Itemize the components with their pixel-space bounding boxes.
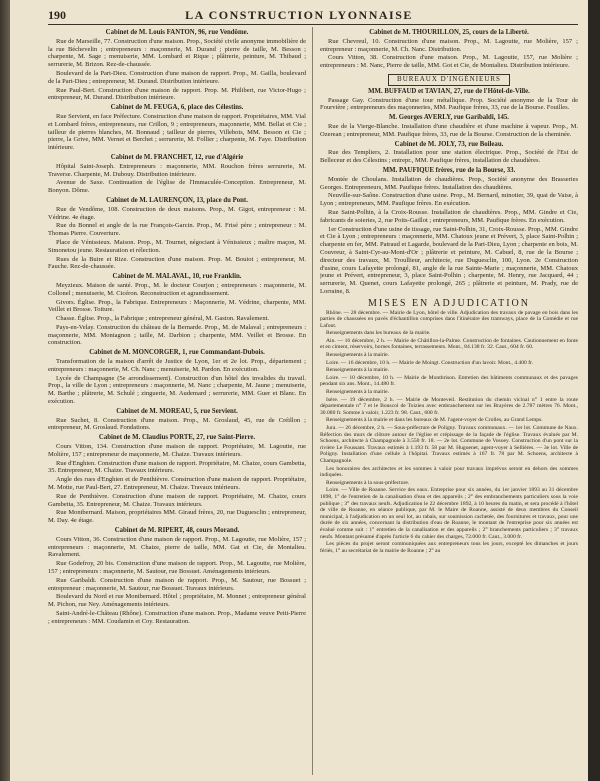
adjudication-entry: Renseignements à la mairie. (326, 389, 390, 396)
mises-section (320, 310, 578, 555)
entry-paragraph: Chasse. Église. Prop., la Fabrique ; entrepreneur général, M. Gaston. Ravalement. (56, 315, 269, 323)
entry-paragraph: Meyzieux. Maison de santé. Prop., M. le docteur Courjon ; entrepreneurs : maçonnerie, M. Collonel ; menuiserie, M. Cicéron. Reconstruction et agrandissement. (48, 281, 306, 297)
entry-paragraph: Hôpital Saint-Joseph. Entrepreneurs : maçonnerie, MM. Rouchon frères serrurerie, M. Traverse. Charpente, M. Dubouy. Distribution intérieure. (48, 162, 306, 178)
entry-paragraph: Rue du Bonnel et angle de la rue François-Garcin. Prop., M. Frisé père ; entrepreneur : M. Thomas Pierre. Couverture. (48, 222, 306, 238)
section-heading: Cabinet de M. FEUGA, 6, place des Célestins. (110, 104, 244, 112)
section-heading: Cabinet de M. LAURENÇON, 13, place du Pont. (106, 196, 248, 204)
entry-paragraph: Rues de la Buire et Rize. Construction d'une maison. Prop. M. Bouiot ; entrepreneur, M. Fauche. Rez-de-chaussée. (48, 255, 306, 271)
section-heading: MM. BUFFAUD et TAVIAN, 27, rue de l'Hôtel-de-Ville. (368, 87, 530, 95)
entry-paragraph: Rue Godefroy, 20 bis. Construction d'une maison de rapport. Prop., M. Lagoutte, rue Molière, 157 ; entrepreneurs : maçonnerie, M. Sautour, rue Bossuet. Aménagements intérieurs. (48, 560, 306, 575)
entry-paragraph: Rue Saint-Polhin, à la Croix-Rousse. Installation de chaudières. Prop., MM. Gindre et Cie, fabricants de soieries, 2, rue Poits-Gaillot ; entrepreneurs, MM. Paufique frères. En exécution. (320, 208, 578, 224)
adjudication-entry: Isère. — 19 décembre, 2 h. — Mairie de Monteveil. Restitution du chemin vicinal n° 1 entre la route départementale n° 7 et le Bouscol de Toizieu avec embranchement sur les Brayères de 2.787 mètres 76. Mont., 30.080 fr. Somme à valoir, 1.223 fr. 98. Caut., 600 fr. (320, 396, 578, 416)
adjudication-entry: Renseignements dans les bureaux de la mairie. (326, 330, 431, 337)
adjudication-entry: Renseignements à la mairie. (326, 352, 390, 359)
right-column (320, 27, 578, 777)
entry-paragraph: Angle des rues d'Enghien et de Penthièvre. Construction d'une maison de rapport. Propriétaire, M. Motte, rue Paul-Bert, 27. Entrepreneur, M. Chaize. Travaux intérieurs. (48, 476, 306, 492)
section-heading: Cabinet de M. MOREAU, 5, rue Servient. (116, 407, 238, 415)
adjudication-entry: Jura. — 26 décembre, 2 h. — Sous-préfecture de Poligny. Travaux communaux. — 1er lot. Commune de Naux. Réfection des murs de clôture autour de l'église et crépissage de la façade de l'église. Travaux évalués par M. Schoens, architecte à Champagnole à 3.550 fr. 18. — 2e lot. Commune de Vosoey. Construction d'un pont sur la rivière Le Foussant. Travaux estimés à 1.193 fr. 58 par M. Huguenet, agent-voyer à Sellières. — 3e lot. Ville de Poligny. Installation d'une cellule à l'hôpital. Travaux estimés à 167 fr. 78 par M. Schoens, architecte à Champagnole. (320, 425, 578, 464)
adjudication-entry: Renseignements à la sous-préfecture. (326, 479, 410, 486)
journal-title: LA CONSTRUCTION LYONNAISE (185, 8, 413, 22)
section-heading: Cabinet de M. Louis FANTON, 96, rue Vendôme. (105, 29, 249, 36)
entry-paragraph: Place de Vénissieux. Maison. Prop., M. Tournet, négociant à Vénissieux ; maître maçon, M. Simonetou jeune. Restauration et rélection. (48, 238, 306, 254)
section-heading: Cabinet de M. MONCORGER, 1, rue Commandant-Dubois. (89, 349, 265, 357)
entry-paragraph: Rue Suchet, 8. Construction d'une maison. Prop., M. Groslaud, 45, rue de Créillon ; entrepreneur, M. Groslaud. Fondations. (48, 416, 306, 432)
entry-paragraph: Rue de la Vierge-Blanche. Installation d'une chaudière et d'une machine à vapeur. Prop., M. Ozerean ; entrepreneur, MM. Paufique frères, 33, rue de la Bourse. Construction de la cheminée. (320, 122, 578, 138)
page-number: 190 (48, 8, 66, 22)
adjudication-entry: Loire. — Ville de Roanne. Service des eaux. Entreprise pour six années, du 1er janvier 1893 au 31 décembre 1898, 1° de l'entretien de la canalisation d'eau et des appareils ; 2° des embranchements particuliers sous la voie publique ; 3° des travaux neufs. Adjudication le 22 décembre 1892, à 10 heures du matin, et sera procédé à l'hôtel de ville de Roanne, en séance publique, par M. le Maire de Roanne, assisté de deux membres du Conseil municipal, à l'adjudication en un seul lot, au rabais, sur soumission cachetée, des fournitures et travaux, pour une durée de six années, concernant la distribution d'eau de Roanne, le montant de l'entreprise pour six années est évalué comme suit : 1° entretien de la canalisation et des appareils ; 2° branchements particuliers ; 3° travaux neufs. Montant présumé d'après l'article 6 du cahier des charges, 72.000 fr. Caut., 3.000 fr. (320, 487, 578, 540)
section-heading: Cabinet de M. FRANCHET, 12, rue d'Algérie (110, 153, 244, 161)
section-heading: Cabinet de M. THOURILLON, 25, cours de la Liberté. (369, 29, 529, 36)
entry-paragraph: Rue de Marseille, 77. Construction d'une maison. Prop., Société civile anonyme immobilière de la rue Béchevelin ; entrepreneurs : maçonnerie, M. Durand ; pierre de taille, M. Besson ; charpente, M. Sage ; menuiserie, MM. Lombard et Rique ; plâtrerie, peinture, M. Thibaud ; serrurerie, M. Brizon. Rez-de-chaussée. (48, 37, 306, 69)
entry-paragraph: Givors. Église. Prop., la Fabrique. Entrepreneurs : Maçonnerie, M. Védrine, charpente, MM. Veillet et Brosse. Toiture. (48, 298, 306, 314)
section-heading: Cabinet de M. MALAVAL, 10, rue Franklin. (112, 273, 242, 281)
entry-paragraph: Rue des Templiers, 2. Installation pour une station électrique. Prop., Société de l'Est de Belleceur et des Célestins ; entrepr., MM. Paufique frères, installation de chaudières. (320, 149, 578, 165)
adjudication-entry: Ain. — 16 décembre, 2 h. — Mairie de Châtillon-la-Palme. Construction de fontaines. Cautionnement en fonte et en ciment, réservoirs, bornes fontaines, terrassements. Mont., 84.138 fr. 32. Caut., 604 fr. 60. (320, 337, 578, 351)
mises-en-adjudication-heading: MISES EN ADJUDICATION (367, 297, 530, 309)
section-heading: Cabinet de M. JOLY, 73, rue Boileau. (394, 140, 504, 148)
entry-paragraph: Avenue de Saxe. Continuation de l'église de l'Immaculée-Conception. Entrepreneur, M. Bonyon. Dôme. (48, 179, 306, 195)
bureaux-ingenieurs-heading: BUREAUX D'INGÉNIEURS (388, 74, 510, 86)
section-heading: MM. PAUFIQUE frères, rue de la Bourse, 33. (382, 166, 516, 174)
adjudication-entry: Les pièces du projet seront communiquées aux entrepreneurs tous les jours, excepté les dimanches et jours fériés, 1° au secrétariat de la mairie de Roanne ; 2° au (320, 541, 578, 554)
adjudication-entry: Renseignements à la mairie et dans les bureaux de M. l'agent-voyer de Crolles, au Grand Lemps. (326, 417, 543, 424)
entry-paragraph: Rue Garibaldi. Construction d'une maison de rapport. Prop., M. Sautour, rue Bossuet ; entrepreneur : maçonnerie, M. Sautour, rue Bossuet. Travaux intérieurs. (48, 576, 306, 592)
adjudication-entry: Rhône. — 28 décembre. — Mairie de Lyon, hôtel de ville. Adjudication des travaux de pavage en bois dans les parties de chaussées en pavés d'échantillon comprises dans l'itinéraire des tramways, place de la Comédie et rue Lafont. (320, 309, 578, 329)
left-column (48, 27, 306, 777)
bureaux-section (320, 88, 578, 296)
entry-paragraph: Transformation de la maison d'arrêt de Justice de Lyon, 1er et 2e lot. Prop., département ; entrepreneurs : maçonnerie, M. Ch. Nanc ; menuiserie, M. Pardon. En exécution. (48, 358, 306, 373)
entry-paragraph: Montée de Choulans. Installation de chaudières. Prop., Société anonyme des Brasseries Georges. Entrepreneurs, MM. Paufique frères. Installation des chaudières. (320, 175, 578, 191)
entry-paragraph: Boulevard du Nord et rue Montbernard. Hôtel ; propriétaire, M. Monnet ; entrepreneur général M. Pichon, rue Ney. Aménagements intérieurs. (48, 593, 306, 609)
section-heading: Cabinet de M. RIPERT, 48, cours Morand. (114, 527, 240, 535)
page-header (10, 0, 588, 24)
entry-paragraph: Rue d'Enghien. Construction d'une maison de rapport. Propriétaire, M. Chaize, cours Gambetta, 35. Entrepreneur, M. Chaize. Travaux intérieurs. (48, 459, 306, 475)
thourillon-section (320, 29, 578, 70)
adjudication-entry: Les honoraires des architectes et les sommes à valoir pour travaux imprévus seront en dehors des sommes indiquées. (320, 465, 578, 479)
adjudication-entry: Loire. — 10 décembre, 10 h. — Mairie de Montbrison. Entretien des bâtiments communaux et des pavages pendant six ans. Mont., 14.480 fr. (320, 374, 578, 388)
header-rule (48, 24, 578, 25)
entry-paragraph: Rue de Vendôme, 108. Construction de deux maisons. Prop., M. Gigot, entrepreneur : M. Védrine. 4e étage. (48, 205, 306, 221)
section-heading: Cabinet de M. Claudius PORTE, 27, rue Saint-Pierre. (98, 434, 256, 442)
entry-paragraph: Cours Vitton, 134. Construction d'une maison de rapport. Propriétaire, M. Lagoutte, rue Molière, 157 ; entrepreneur de maçonnerie, M. Chaize. Travaux intérieurs. (48, 443, 306, 458)
entry-paragraph: Pays-en-Velay. Construction du château de la Bernarde. Prop., M. de Malaval ; entrepreneurs : maçonnerie, MM. Montagnon ; taille, M. Darbion ; charpente, MM. Veillet et Brosse. En construction. (48, 323, 306, 347)
entry-paragraph: 1er Construction d'une usine de tissage, rue Saint-Polhin, 31, Croix-Rousse. Prop., MM. Gindre et Cie à Lyon ; entrepreneurs : maçonnerie, MM. Chatoux jeune et Prévert, 3, place Saint-Polhin ; charpente en fer, MM. Patraud et Lagarde, boulevard de la Part-Dieu, Lyon ; charpente en bois, M. Couvreur, à Saint-Cyr-au-Mont-d'Or ; plâtrerie et peinture, M. Cabuel, 8, rue de la Bourse ; directeur des travaux, M. Troullieur, architecte, rue Duguesclin, 100, Lyon. 2e Construction d'usine, cours Lafayette prolongé, 81, angle de la rue Sainte-Marie ; maçonnerie, MM. Chatoux jeune et Prévert, entrepreneur, 3, place Saint-Polhin ; charpente, M. Henry, rue Jacquard, 44 ; serrurerie, M. Quenet, cours Lafayette prolongé, 265 ; plâtrerie et peinture, M. Prady, rue de Lorraine, 8. (320, 225, 578, 295)
entry-paragraph: Rue Montbernard. Maison, propriétaires MM. Giraud frères, 20, rue Duguesclin ; entrepreneur, M. Day. 4e étage. (48, 509, 306, 525)
entry-paragraph: Lycée de Champagne (5e arrondissement). Construction d'un hôtel des invalides du travail. Prop., la ville de Lyon ; entrepreneurs : maçonnerie, M. Nanc ; charpente, M. Jaune ; menuiserie, M. Barthe ; plâtrerie, M. Schulé ; zinguerie, M. Audemard ; serrurerie, MM. Guer et Blanc. En exécution. (48, 374, 306, 406)
entry-paragraph: Passage Gay. Construction d'une tour métallique. Prop. Société anonyme de la Tour de Fourvière ; entrepreneurs des maçonneries, MM. Paufique frères, 33, rue de la Bourse. Fouilles. (320, 96, 578, 112)
adjudication-entry: Loire. — 16 décembre, 10 h. — Mairie de Moingt. Construction d'un lavoir. Mont., 4.400 fr. (326, 359, 534, 366)
column-separator (312, 27, 313, 775)
entry-paragraph: Cours Vitton, 38. Construction d'une maison. Prop., M. Lagoutte, 157, rue Molière ; entrepreneurs : M. Nanc, Pierre de taille, MM. Got et Cie, de Montalieu. Distribution intérieure. (320, 54, 578, 70)
entry-paragraph: Neuville-sur-Saône. Construction d'une usine. Prop., M. Bernard, minotier, 39, quai de Vaise, à Lyon ; entrepreneurs, MM. Paufique frères. En exécution. (320, 192, 578, 208)
section-heading: M. Georges AVERLY, rue Garibaldi, 145. (388, 114, 510, 122)
book-binding-edge (0, 0, 10, 781)
entry-paragraph: Boulevard de la Part-Dieu. Construction d'une maison de rapport. Prop., M. Gailla, boulevard de la Part-Dieu ; entrepreneur, M. Durand. Distribution intérieure. (48, 69, 306, 85)
entry-paragraph: Saint-André-le-Château (Rhône). Construction d'une maison. Prop., Madame veuve Petit-Pierre ; entrepreneurs : MM. Coudamin et Coy. Restauration. (48, 609, 306, 625)
entry-paragraph: Rue Paul-Bert. Construction d'une maison de rapport. Prop. M. Philibert, rue Victor-Hugo ; entrepreneur, M. Durand. Distribution intérieure. (48, 86, 306, 102)
journal-page (10, 0, 588, 781)
entry-paragraph: Cours Vitton, 36. Construction d'une maison de rapport. Prop., M. Lagoutte, rue Molière, 157 ; entrepreneurs : maçonnerie, M. Chaize, pierre de taille, MM. Gat et Cie, de Montalieu. Ravalement. (48, 535, 306, 559)
entry-paragraph: Rue Chevreul, 10. Construction d'une maison. Prop., M. Lagoutte, rue Molière, 157 ; entrepreneur : maçonnerie, M. Ch. Nanc. Distribution. (320, 37, 578, 53)
adjudication-entry: Renseignements à la mairie. (326, 367, 390, 374)
entry-paragraph: Rue Servient, en face Préfecture. Construction d'une maison de rapport. Propriétaires, MM. Vial et Lombard frères, entrepreneurs, rue Crillon, 9 ; entrepreneurs, maçonnerie, MM. Bellat et Cie ; tailleur de pierres blanches, M. Bonnaud ; tailleur de pierres, Villebois, MM. Besson et Cie ; pierre, la Grive, MM. Vernet et Berchet ; serrurerie, M. Follier ; charpente, M. Faye. Distribution intérieure. (48, 112, 306, 152)
entry-paragraph: Rue de Penthièvre. Construction d'une maison de rapport. Propriétaire, M. Chaize, cours Gambetta, 35. Entrepreneur, M. Chaize. Travaux intérieurs. (48, 492, 306, 508)
